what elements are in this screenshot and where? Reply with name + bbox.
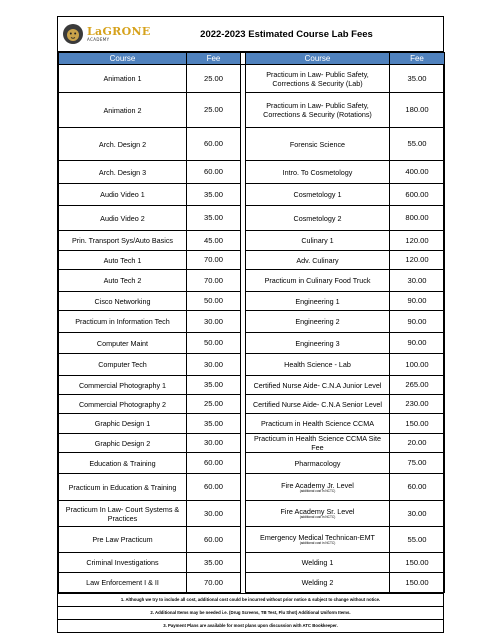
course-name-text: Law Enforcement I & II <box>86 578 159 587</box>
course-fee <box>187 376 241 395</box>
course-fee-text: 60.00 <box>203 534 223 544</box>
table-row <box>59 311 445 333</box>
course-fee <box>390 474 445 501</box>
course-name <box>59 292 187 311</box>
course-name-text: Graphic Design 1 <box>94 419 151 428</box>
course-fee <box>187 270 241 292</box>
table-row <box>59 414 445 434</box>
column-header-course: Course <box>59 53 187 65</box>
column-header-fee: Fee <box>187 53 241 65</box>
footnote: 1. Although we try to include all cost, additional cost could be incurred without prior notice & subject to change without notice. <box>120 597 381 602</box>
course-name <box>59 453 187 474</box>
course-fee <box>187 474 241 501</box>
course-name <box>59 161 187 184</box>
course-name-text: Fire Academy Jr. Level <box>281 480 354 490</box>
course-fee-text: 35.00 <box>203 213 223 223</box>
course-fee <box>187 292 241 311</box>
table-row <box>59 395 445 414</box>
course-fee <box>390 414 445 434</box>
course-fee <box>187 93 241 128</box>
course-note: (additional cost in NCTC) <box>299 541 336 546</box>
course-fee <box>390 553 445 573</box>
course-name-text: Engineering 2 <box>295 317 340 326</box>
course-name <box>246 474 390 501</box>
course-name-text: Practicum in Law- Public Safety, Corrections & Security (Rotations) <box>263 101 372 119</box>
course-fee-text: 800.00 <box>405 213 429 223</box>
course-fee-text: 30.00 <box>407 508 427 518</box>
course-name-text: Emergency Medical Technican-EMT <box>260 533 375 543</box>
course-name <box>246 311 390 333</box>
course-name <box>59 434 187 453</box>
course-name-text: Fire Academy Sr. Level <box>280 507 355 517</box>
school-logo <box>58 17 151 51</box>
table-row <box>59 93 445 128</box>
course-fee <box>390 184 445 206</box>
course-name <box>246 65 390 93</box>
table-row <box>59 128 445 161</box>
course-name <box>246 553 390 573</box>
course-name-text: Arch. Design 2 <box>98 139 147 149</box>
course-name-text: Engineering 1 <box>295 296 340 306</box>
table-row <box>59 206 445 231</box>
course-name <box>246 501 390 527</box>
course-fee <box>187 231 241 251</box>
table-row <box>59 354 445 376</box>
table-row <box>59 231 445 251</box>
course-name <box>59 311 187 333</box>
course-fee-text: 60.00 <box>203 167 223 177</box>
footnotes <box>58 593 443 632</box>
course-name <box>246 251 390 270</box>
course-name <box>59 376 187 395</box>
course-name-text: Practicum in Information Tech <box>75 317 170 326</box>
course-fee-text: 60.00 <box>203 482 223 492</box>
course-fee-text: 400.00 <box>405 167 429 177</box>
course-fee <box>187 128 241 161</box>
course-fee <box>390 311 445 333</box>
table-row <box>59 251 445 270</box>
course-name-text: Forensic Science <box>289 139 346 149</box>
course-name <box>246 414 390 434</box>
course-fee-text: 90.00 <box>407 316 427 326</box>
column-header-course: Course <box>246 53 390 65</box>
table-row <box>59 573 445 593</box>
course-name-text: Practicum in Health Science CCMA Site Fee <box>253 434 382 452</box>
course-fee-text: 35.00 <box>203 189 223 199</box>
course-name-text: Graphic Design 2 <box>94 438 151 448</box>
course-name-text: Practicum in Health Science CCMA <box>260 419 375 428</box>
course-name-text: Adv. Culinary <box>296 255 339 265</box>
course-fee-text: 35.00 <box>203 557 223 567</box>
course-name-text: Education & Training <box>89 458 156 468</box>
course-fee-text: 120.00 <box>405 255 429 265</box>
course-fee-text: 150.00 <box>405 557 429 567</box>
table-row <box>59 474 445 501</box>
course-name <box>59 333 187 354</box>
table-row <box>59 501 445 527</box>
course-fee <box>187 553 241 573</box>
lion-icon <box>62 21 84 47</box>
course-fee-text: 120.00 <box>405 235 429 245</box>
course-name <box>246 573 390 593</box>
course-fee <box>390 251 445 270</box>
course-name-text: Animation 2 <box>103 105 142 115</box>
course-name <box>246 128 390 161</box>
course-name-text: Commercial Photography 1 <box>78 380 167 390</box>
course-name <box>59 474 187 501</box>
footnote: 3. Payment Plans are available for most plans upon discussion with ATC Bookkeeper. <box>58 619 443 632</box>
course-fee-text: 35.00 <box>203 418 223 428</box>
course-fee-text: 30.00 <box>203 359 223 369</box>
column-header-fee: Fee <box>390 53 445 65</box>
course-name-text: Audio Video 1 <box>100 190 145 199</box>
course-fee-text: 55.00 <box>407 139 427 149</box>
logo-brand: LaGRONE <box>87 25 151 38</box>
course-fee <box>390 206 445 231</box>
course-fee <box>187 333 241 354</box>
course-name <box>59 501 187 527</box>
course-name-text: Pharmacology <box>294 458 341 468</box>
course-fee <box>187 251 241 270</box>
table-row <box>59 184 445 206</box>
table-row <box>59 553 445 573</box>
table-row <box>59 453 445 474</box>
course-name <box>59 395 187 414</box>
fee-table <box>58 52 445 593</box>
course-fee-text: 180.00 <box>405 105 429 115</box>
course-name-text: Health Science - Lab <box>284 360 351 369</box>
course-name-text: Computer Tech <box>98 360 147 369</box>
course-name-text: Cosmetology 2 <box>293 213 342 223</box>
course-fee-text: 50.00 <box>203 296 223 306</box>
course-fee-text: 30.00 <box>203 508 223 518</box>
course-fee-text: 150.00 <box>405 577 429 587</box>
course-name-text: Practicum In Law- Court Systems & Practices <box>65 504 180 523</box>
course-name-text: Engineering 3 <box>295 338 340 348</box>
page-title: 2022-2023 Estimated Course Lab Fees <box>200 28 373 40</box>
course-fee <box>187 434 241 453</box>
course-name-text: Arch. Design 3 <box>98 167 147 177</box>
course-fee <box>187 161 241 184</box>
course-fee-text: 60.00 <box>203 139 223 149</box>
course-fee <box>390 453 445 474</box>
course-note: (additional cost in NCTC) <box>299 515 336 520</box>
course-fee-text: 70.00 <box>203 255 223 265</box>
course-name-text: Cosmetology 1 <box>293 190 342 199</box>
course-name-text: Audio Video 2 <box>100 213 145 223</box>
course-fee <box>187 527 241 553</box>
course-fee-text: 265.00 <box>405 380 429 390</box>
course-fee <box>187 65 241 93</box>
course-fee <box>187 501 241 527</box>
course-fee-text: 50.00 <box>203 338 223 348</box>
course-name <box>246 206 390 231</box>
course-fee <box>187 395 241 414</box>
course-fee <box>390 292 445 311</box>
course-fee <box>187 311 241 333</box>
course-fee <box>187 573 241 593</box>
table-row <box>59 434 445 453</box>
course-fee <box>390 527 445 553</box>
course-fee-text: 90.00 <box>407 338 427 348</box>
course-fee <box>390 270 445 292</box>
course-name <box>59 231 187 251</box>
course-fee <box>187 414 241 434</box>
course-name <box>246 231 390 251</box>
course-fee <box>390 128 445 161</box>
course-fee-text: 30.00 <box>407 275 427 285</box>
course-name-text: Commercial Photography 2 <box>78 399 167 409</box>
course-name-text: Cisco Networking <box>94 296 151 306</box>
course-name <box>59 65 187 93</box>
course-name-text: Practicum in Education & Training <box>68 482 177 492</box>
table-row <box>59 161 445 184</box>
course-name <box>246 376 390 395</box>
course-fee-text: 70.00 <box>203 577 223 587</box>
table-row <box>59 292 445 311</box>
course-name-text: Computer Maint <box>96 338 149 348</box>
course-fee-text: 600.00 <box>405 189 429 199</box>
course-fee-text: 30.00 <box>203 316 223 326</box>
course-name <box>59 354 187 376</box>
course-name-text: Prin. Transport Sys/Auto Basics <box>71 236 174 245</box>
footnote: 2. Additional Items may be needed i.e. (Drug Screens, TB Test, Flu Shot) Additional Uniform Items. <box>58 606 443 619</box>
table-header-row <box>59 53 445 65</box>
course-name <box>246 434 390 453</box>
course-fee <box>390 333 445 354</box>
course-name-text: Practicum in Culinary Food Truck <box>264 276 371 285</box>
course-fee <box>390 434 445 453</box>
course-name <box>59 128 187 161</box>
course-name-text: Auto Tech 2 <box>103 276 142 285</box>
course-name <box>246 161 390 184</box>
course-fee-text: 75.00 <box>407 458 427 468</box>
course-fee <box>390 231 445 251</box>
course-fee-text: 45.00 <box>203 235 223 245</box>
course-name <box>59 251 187 270</box>
course-fee <box>390 501 445 527</box>
sheet-header <box>58 17 443 52</box>
logo-subtitle: ACADEMY <box>87 37 110 42</box>
course-fee-text: 55.00 <box>407 534 427 544</box>
course-name <box>246 354 390 376</box>
course-name <box>59 206 187 231</box>
course-name-text: Welding 1 <box>301 558 334 567</box>
course-name-text: Culinary 1 <box>301 236 334 245</box>
course-fee-text: 70.00 <box>203 275 223 285</box>
course-fee-text: 35.00 <box>407 73 427 83</box>
table-row <box>59 527 445 553</box>
course-fee-text: 150.00 <box>405 418 429 428</box>
course-fee <box>390 376 445 395</box>
course-fee <box>390 161 445 184</box>
course-fee <box>390 354 445 376</box>
course-name-text: Criminal Investigations <box>86 558 159 567</box>
course-name-text: Welding 2 <box>301 578 334 587</box>
table-row <box>59 65 445 93</box>
table-row <box>59 376 445 395</box>
course-fee <box>187 453 241 474</box>
course-fee <box>390 93 445 128</box>
course-name-text: Animation 1 <box>103 74 142 83</box>
course-fee-text: 30.00 <box>203 438 223 448</box>
course-name <box>59 553 187 573</box>
table-row <box>59 333 445 354</box>
course-name <box>59 93 187 128</box>
course-name <box>59 573 187 593</box>
course-fee-text: 25.00 <box>203 73 223 83</box>
course-name <box>246 184 390 206</box>
course-fee <box>390 65 445 93</box>
course-name-text: Certified Nurse Aide- C.N.A Senior Level <box>252 399 383 409</box>
course-name <box>246 93 390 128</box>
course-fee-text: 230.00 <box>405 399 429 409</box>
course-name <box>246 453 390 474</box>
course-fee <box>187 354 241 376</box>
course-fee-text: 90.00 <box>407 296 427 306</box>
course-name-text: Certified Nurse Aide- C.N.A Junior Level <box>253 380 382 390</box>
course-name <box>59 270 187 292</box>
course-note: (additional cost in NCTC) <box>299 488 336 493</box>
course-fee <box>390 573 445 593</box>
table-row <box>59 270 445 292</box>
course-name <box>246 270 390 292</box>
course-name-text: Auto Tech 1 <box>103 255 142 265</box>
course-name-text: Pre Law Practicum <box>92 535 153 544</box>
course-fee-text: 100.00 <box>405 359 429 369</box>
course-fee-text: 60.00 <box>407 482 427 492</box>
fee-sheet <box>57 16 444 633</box>
course-name <box>246 333 390 354</box>
course-name <box>246 292 390 311</box>
course-name-text: Practicum in Law- Public Safety, Corrections & Security (Lab) <box>266 69 369 88</box>
course-fee-text: 35.00 <box>203 380 223 390</box>
course-fee-text: 25.00 <box>203 399 223 409</box>
course-name <box>59 184 187 206</box>
course-name <box>246 395 390 414</box>
course-fee <box>187 184 241 206</box>
course-fee <box>390 395 445 414</box>
course-name <box>246 527 390 553</box>
course-fee-text: 25.00 <box>203 105 223 115</box>
course-fee-text: 60.00 <box>203 458 223 468</box>
course-name <box>59 414 187 434</box>
course-name <box>59 527 187 553</box>
course-fee-text: 20.00 <box>407 438 427 448</box>
course-fee <box>187 206 241 231</box>
course-name-text: Intro. To Cosmetology <box>282 167 353 177</box>
